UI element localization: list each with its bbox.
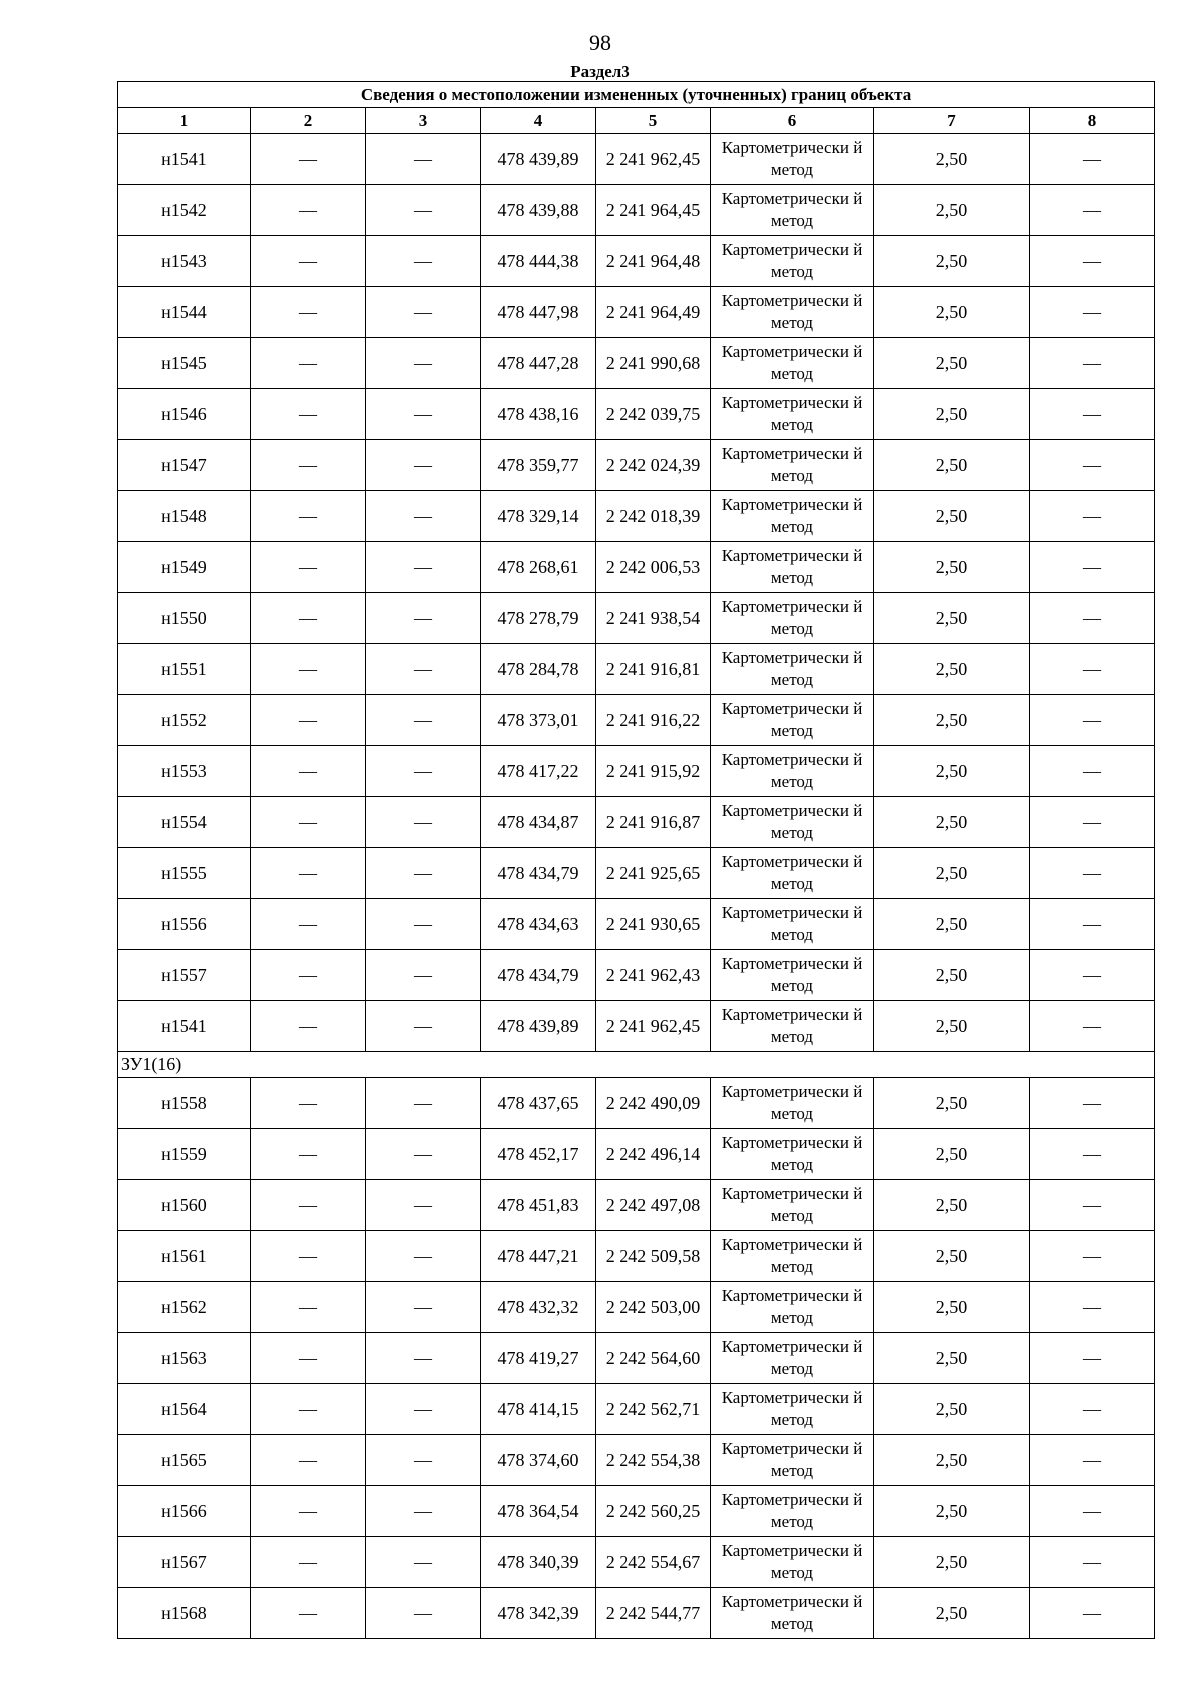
method: Картометрически й метод [711,1078,874,1129]
point-id: н1547 [118,440,251,491]
point-id: н1558 [118,1078,251,1129]
col8-value: — [1030,848,1155,899]
x-coordinate: 478 374,60 [481,1435,596,1486]
col3-value: — [366,1333,481,1384]
method: Картометрически й метод [711,1333,874,1384]
method: Картометрически й метод [711,440,874,491]
col3-value: — [366,695,481,746]
point-id: н1557 [118,950,251,1001]
y-coordinate: 2 241 990,68 [596,338,711,389]
point-id: н1560 [118,1180,251,1231]
method: Картометрически й метод [711,134,874,185]
col8-value: — [1030,1486,1155,1537]
accuracy: 2,50 [874,491,1030,542]
x-coordinate: 478 364,54 [481,1486,596,1537]
point-id: н1566 [118,1486,251,1537]
point-id: н1551 [118,644,251,695]
accuracy: 2,50 [874,797,1030,848]
table-row [118,1588,1155,1639]
col2-value: — [251,185,366,236]
method: Картометрически й метод [711,491,874,542]
table-row [118,1486,1155,1537]
method: Картометрически й метод [711,797,874,848]
col8-value: — [1030,1078,1155,1129]
point-id: н1550 [118,593,251,644]
point-id: н1555 [118,848,251,899]
table-row [118,797,1155,848]
col8-value: — [1030,899,1155,950]
x-coordinate: 478 447,98 [481,287,596,338]
point-id: н1563 [118,1333,251,1384]
method: Картометрически й метод [711,389,874,440]
col3-value: — [366,1486,481,1537]
table-row [118,338,1155,389]
accuracy: 2,50 [874,1129,1030,1180]
col2-value: — [251,950,366,1001]
method: Картометрически й метод [711,593,874,644]
column-number: 7 [874,108,1030,134]
table-row [118,491,1155,542]
point-id: н1561 [118,1231,251,1282]
point-id: н1543 [118,236,251,287]
col8-value: — [1030,1384,1155,1435]
method: Картометрически й метод [711,1435,874,1486]
table-row [118,1231,1155,1282]
x-coordinate: 478 447,28 [481,338,596,389]
y-coordinate: 2 241 915,92 [596,746,711,797]
method: Картометрически й метод [711,1537,874,1588]
x-coordinate: 478 434,79 [481,848,596,899]
y-coordinate: 2 242 490,09 [596,1078,711,1129]
x-coordinate: 478 439,88 [481,185,596,236]
col2-value: — [251,695,366,746]
table-row [118,1129,1155,1180]
y-coordinate: 2 242 564,60 [596,1333,711,1384]
col2-value: — [251,848,366,899]
y-coordinate: 2 242 496,14 [596,1129,711,1180]
col2-value: — [251,338,366,389]
point-id: н1545 [118,338,251,389]
point-id: н1542 [118,185,251,236]
table-row [118,950,1155,1001]
y-coordinate: 2 241 964,48 [596,236,711,287]
col2-value: — [251,1001,366,1052]
col8-value: — [1030,1180,1155,1231]
accuracy: 2,50 [874,1231,1030,1282]
x-coordinate: 478 444,38 [481,236,596,287]
method: Картометрически й метод [711,236,874,287]
x-coordinate: 478 439,89 [481,1001,596,1052]
col3-value: — [366,1435,481,1486]
col3-value: — [366,644,481,695]
column-number: 6 [711,108,874,134]
col3-value: — [366,848,481,899]
accuracy: 2,50 [874,134,1030,185]
col3-value: — [366,236,481,287]
x-coordinate: 478 359,77 [481,440,596,491]
y-coordinate: 2 242 039,75 [596,389,711,440]
y-coordinate: 2 242 554,38 [596,1435,711,1486]
y-coordinate: 2 241 962,45 [596,134,711,185]
accuracy: 2,50 [874,593,1030,644]
x-coordinate: 478 342,39 [481,1588,596,1639]
accuracy: 2,50 [874,1486,1030,1537]
accuracy: 2,50 [874,899,1030,950]
col2-value: — [251,1078,366,1129]
col3-value: — [366,1537,481,1588]
col3-value: — [366,950,481,1001]
col3-value: — [366,134,481,185]
col8-value: — [1030,950,1155,1001]
table-row [118,389,1155,440]
col3-value: — [366,593,481,644]
col8-value: — [1030,695,1155,746]
x-coordinate: 478 451,83 [481,1180,596,1231]
point-id: н1548 [118,491,251,542]
col8-value: — [1030,1231,1155,1282]
x-coordinate: 478 432,32 [481,1282,596,1333]
col3-value: — [366,899,481,950]
x-coordinate: 478 268,61 [481,542,596,593]
col8-value: — [1030,338,1155,389]
x-coordinate: 478 373,01 [481,695,596,746]
point-id: н1567 [118,1537,251,1588]
col2-value: — [251,1486,366,1537]
accuracy: 2,50 [874,1333,1030,1384]
col8-value: — [1030,746,1155,797]
column-number: 8 [1030,108,1155,134]
col3-value: — [366,389,481,440]
col3-value: — [366,185,481,236]
group-row [118,1052,1155,1078]
x-coordinate: 478 434,63 [481,899,596,950]
table-row [118,746,1155,797]
column-number: 4 [481,108,596,134]
method: Картометрически й метод [711,848,874,899]
accuracy: 2,50 [874,542,1030,593]
table-row [118,1282,1155,1333]
col8-value: — [1030,1537,1155,1588]
accuracy: 2,50 [874,440,1030,491]
col2-value: — [251,746,366,797]
col8-value: — [1030,1333,1155,1384]
x-coordinate: 478 278,79 [481,593,596,644]
point-id: н1556 [118,899,251,950]
col3-value: — [366,491,481,542]
accuracy: 2,50 [874,1384,1030,1435]
method: Картометрически й метод [711,185,874,236]
accuracy: 2,50 [874,1537,1030,1588]
boundary-coordinates-table [117,81,1155,1639]
x-coordinate: 478 437,65 [481,1078,596,1129]
method: Картометрически й метод [711,1129,874,1180]
table-row [118,1180,1155,1231]
column-number-row [118,108,1155,134]
method: Картометрически й метод [711,1180,874,1231]
x-coordinate: 478 329,14 [481,491,596,542]
x-coordinate: 478 284,78 [481,644,596,695]
col8-value: — [1030,1435,1155,1486]
point-id: н1565 [118,1435,251,1486]
col8-value: — [1030,1282,1155,1333]
x-coordinate: 478 414,15 [481,1384,596,1435]
y-coordinate: 2 242 560,25 [596,1486,711,1537]
col3-value: — [366,542,481,593]
point-id: н1552 [118,695,251,746]
col3-value: — [366,1588,481,1639]
accuracy: 2,50 [874,848,1030,899]
accuracy: 2,50 [874,1282,1030,1333]
point-id: н1562 [118,1282,251,1333]
col8-value: — [1030,389,1155,440]
accuracy: 2,50 [874,695,1030,746]
col2-value: — [251,797,366,848]
col2-value: — [251,593,366,644]
col2-value: — [251,1588,366,1639]
accuracy: 2,50 [874,1078,1030,1129]
y-coordinate: 2 242 509,58 [596,1231,711,1282]
column-number: 2 [251,108,366,134]
table-row [118,134,1155,185]
col2-value: — [251,491,366,542]
col3-value: — [366,1231,481,1282]
col3-value: — [366,797,481,848]
method: Картометрически й метод [711,1282,874,1333]
col8-value: — [1030,1129,1155,1180]
point-id: н1568 [118,1588,251,1639]
method: Картометрически й метод [711,1231,874,1282]
col2-value: — [251,1129,366,1180]
x-coordinate: 478 419,27 [481,1333,596,1384]
point-id: н1549 [118,542,251,593]
x-coordinate: 478 434,87 [481,797,596,848]
x-coordinate: 478 452,17 [481,1129,596,1180]
x-coordinate: 478 439,89 [481,134,596,185]
accuracy: 2,50 [874,287,1030,338]
accuracy: 2,50 [874,1588,1030,1639]
method: Картометрически й метод [711,338,874,389]
accuracy: 2,50 [874,1001,1030,1052]
method: Картометрически й метод [711,1588,874,1639]
table-row [118,1384,1155,1435]
point-id: н1559 [118,1129,251,1180]
page-number: 98 [589,30,611,55]
y-coordinate: 2 242 024,39 [596,440,711,491]
col8-value: — [1030,644,1155,695]
point-id: н1553 [118,746,251,797]
point-id: н1554 [118,797,251,848]
col8-value: — [1030,593,1155,644]
table-caption: Сведения о местоположении измененных (уточненных) границ объекта [118,82,1155,108]
col8-value: — [1030,134,1155,185]
col3-value: — [366,746,481,797]
accuracy: 2,50 [874,950,1030,1001]
table-row [118,1537,1155,1588]
col8-value: — [1030,542,1155,593]
accuracy: 2,50 [874,746,1030,797]
y-coordinate: 2 242 544,77 [596,1588,711,1639]
point-id: н1544 [118,287,251,338]
method: Картометрически й метод [711,899,874,950]
table-row [118,644,1155,695]
y-coordinate: 2 241 964,45 [596,185,711,236]
x-coordinate: 478 438,16 [481,389,596,440]
col3-value: — [366,1180,481,1231]
col8-value: — [1030,491,1155,542]
col8-value: — [1030,287,1155,338]
accuracy: 2,50 [874,236,1030,287]
table-row [118,1435,1155,1486]
table-row [118,236,1155,287]
col3-value: — [366,1078,481,1129]
col2-value: — [251,389,366,440]
method: Картометрически й метод [711,1486,874,1537]
accuracy: 2,50 [874,338,1030,389]
col2-value: — [251,1384,366,1435]
group-label: ЗУ1(16) [118,1052,1155,1078]
col2-value: — [251,134,366,185]
method: Картометрически й метод [711,950,874,1001]
col3-value: — [366,1001,481,1052]
col3-value: — [366,1384,481,1435]
y-coordinate: 2 241 930,65 [596,899,711,950]
col3-value: — [366,440,481,491]
col8-value: — [1030,440,1155,491]
y-coordinate: 2 241 916,87 [596,797,711,848]
col3-value: — [366,338,481,389]
col8-value: — [1030,1588,1155,1639]
method: Картометрически й метод [711,746,874,797]
col2-value: — [251,1333,366,1384]
column-number: 3 [366,108,481,134]
col2-value: — [251,1435,366,1486]
col8-value: — [1030,797,1155,848]
table-row [118,1078,1155,1129]
point-id: н1541 [118,134,251,185]
x-coordinate: 478 340,39 [481,1537,596,1588]
accuracy: 2,50 [874,389,1030,440]
table-row [118,848,1155,899]
column-number: 5 [596,108,711,134]
table-row [118,1001,1155,1052]
col8-value: — [1030,236,1155,287]
col2-value: — [251,1180,366,1231]
y-coordinate: 2 242 562,71 [596,1384,711,1435]
col8-value: — [1030,185,1155,236]
accuracy: 2,50 [874,644,1030,695]
y-coordinate: 2 241 964,49 [596,287,711,338]
accuracy: 2,50 [874,185,1030,236]
method: Картометрически й метод [711,1384,874,1435]
col2-value: — [251,287,366,338]
col2-value: — [251,440,366,491]
method: Картометрически й метод [711,1001,874,1052]
y-coordinate: 2 242 554,67 [596,1537,711,1588]
method: Картометрически й метод [711,644,874,695]
x-coordinate: 478 434,79 [481,950,596,1001]
point-id: н1541 [118,1001,251,1052]
point-id: н1546 [118,389,251,440]
x-coordinate: 478 417,22 [481,746,596,797]
y-coordinate: 2 241 938,54 [596,593,711,644]
col3-value: — [366,1282,481,1333]
table-row [118,440,1155,491]
accuracy: 2,50 [874,1435,1030,1486]
method: Картометрически й метод [711,287,874,338]
y-coordinate: 2 241 962,45 [596,1001,711,1052]
y-coordinate: 2 242 497,08 [596,1180,711,1231]
col2-value: — [251,644,366,695]
table-row [118,287,1155,338]
y-coordinate: 2 242 018,39 [596,491,711,542]
table-row [118,542,1155,593]
accuracy: 2,50 [874,1180,1030,1231]
method: Картометрически й метод [711,695,874,746]
y-coordinate: 2 241 916,22 [596,695,711,746]
table-row [118,185,1155,236]
col2-value: — [251,1231,366,1282]
y-coordinate: 2 241 916,81 [596,644,711,695]
y-coordinate: 2 242 006,53 [596,542,711,593]
point-id: н1564 [118,1384,251,1435]
table-row [118,899,1155,950]
col2-value: — [251,1282,366,1333]
y-coordinate: 2 242 503,00 [596,1282,711,1333]
column-number: 1 [118,108,251,134]
method: Картометрически й метод [711,542,874,593]
section-title: Раздел3 [570,62,630,81]
x-coordinate: 478 447,21 [481,1231,596,1282]
y-coordinate: 2 241 962,43 [596,950,711,1001]
table-row [118,695,1155,746]
col2-value: — [251,236,366,287]
table-row [118,1333,1155,1384]
table-row [118,593,1155,644]
col2-value: — [251,899,366,950]
col3-value: — [366,287,481,338]
col2-value: — [251,542,366,593]
col8-value: — [1030,1001,1155,1052]
y-coordinate: 2 241 925,65 [596,848,711,899]
col2-value: — [251,1537,366,1588]
col3-value: — [366,1129,481,1180]
